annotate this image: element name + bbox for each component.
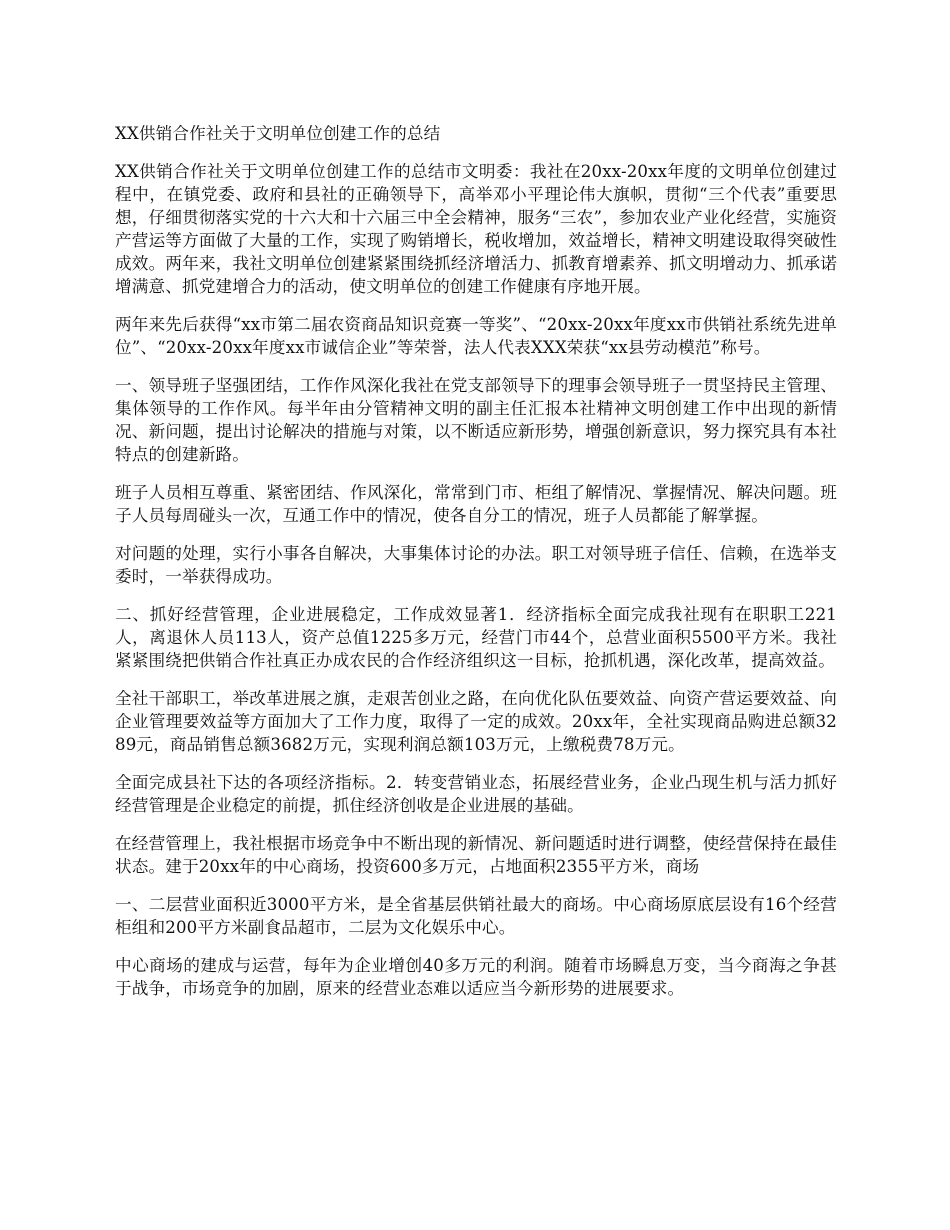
paragraph-8: 全面完成县社下达的各项经济指标。2．转变营销业态，拓展经营业务，企业凸现生机与活力抓好经营管理是企业稳定的前提，抓住经济创收是企业进展的基础。 xyxy=(115,773,837,815)
paragraph-6: 二、抓好经营管理，企业进展稳定，工作成效显著1．经济指标全面完成我社现有在职职工221人，离退休人员113人，资产总值1225多万元，经营门市44个，总营业面积5500平方米。我社紧紧围绕把供销合作社真正办成农民的合作经济组织这一目标，抢抓机遇，深化改革，提高效益。 xyxy=(115,605,837,670)
paragraph-11: 中心商场的建成与运营，每年为企业增创40多万元的利润。随着市场瞬息万变，当今商海之争甚于战争，市场竞争的加剧，原来的经营业态难以适应当今新形势的进展要求。 xyxy=(115,956,837,998)
paragraph-7: 全社干部职工，举改革进展之旗，走艰苦创业之路，在向优化队伍要效益、向资产营运要效益、向企业管理要效益等方面加大了工作力度，取得了一定的成效。20xx年，全社实现商品购进总额3289元，商品销售总额3682万元，实现利润总额103万元，上缴税费78万元。 xyxy=(115,689,837,754)
paragraph-3: 一、领导班子坚强团结，工作作风深化我社在党支部领导下的理事会领导班子一贯坚持民主管理、集体领导的工作作风。每半年由分管精神文明的副主任汇报本社精神文明创建工作中出现的新情况、新问题，提出讨论解决的措施与对策，以不断适应新形势，增强创新意识，努力探究具有本社特点的创建新路。 xyxy=(115,376,837,464)
paragraph-2: 两年来先后获得“xx市第二届农资商品知识竞赛一等奖”、“20xx-20xx年度xx市供销社系统先进单位”、“20xx-20xx年度xx市诚信企业”等荣誉，法人代表XXX荣获“xx县劳动模范”称号。 xyxy=(115,315,837,357)
paragraph-1: XX供销合作社关于文明单位创建工作的总结市文明委：我社在20xx-20xx年度的文明单位创建过程中，在镇党委、政府和县社的正确领导下，高举邓小平理论伟大旗帜，贯彻“三个代表”重要思想，仔细贯彻落实党的十六大和十六届三中全会精神，服务“三农”，参加农业产业化经营，实施资产营运等方面做了大量的工作，实现了购销增长，税收增加，效益增长，精神文明建设取得突破性成效。两年来，我社文明单位创建紧紧围绕抓经济增活力、抓教育增素养、抓文明增动力、抓承诺增满意、抓党建增合力的活动，使文明单位的创建工作健康有序地开展。 xyxy=(115,162,837,296)
document-title: XX供销合作社关于文明单位创建工作的总结 xyxy=(115,124,441,143)
paragraph-10: 一、二层营业面积近3000平方米，是全省基层供销社最大的商场。中心商场原底层设有16个经营柜组和200平方米副食品超市，二层为文化娱乐中心。 xyxy=(115,895,837,937)
document-body xyxy=(115,122,837,1015)
paragraph-5: 对问题的处理，实行小事各自解决，大事集体讨论的办法。职工对领导班子信任、信赖，在选举支委时，一举获得成功。 xyxy=(115,544,837,586)
paragraph-4: 班子人员相互尊重、紧密团结、作风深化，常常到门市、柜组了解情况、掌握情况、解决问题。班子人员每周碰头一次，互通工作中的情况，使各自分工的情况，班子人员都能了解掌握。 xyxy=(115,483,837,525)
paragraph-9: 在经营管理上，我社根据市场竞争中不断出现的新情况、新问题适时进行调整，使经营保持在最佳状态。建于20xx年的中心商场，投资600多万元，占地面积2355平方米，商场 xyxy=(115,834,837,876)
